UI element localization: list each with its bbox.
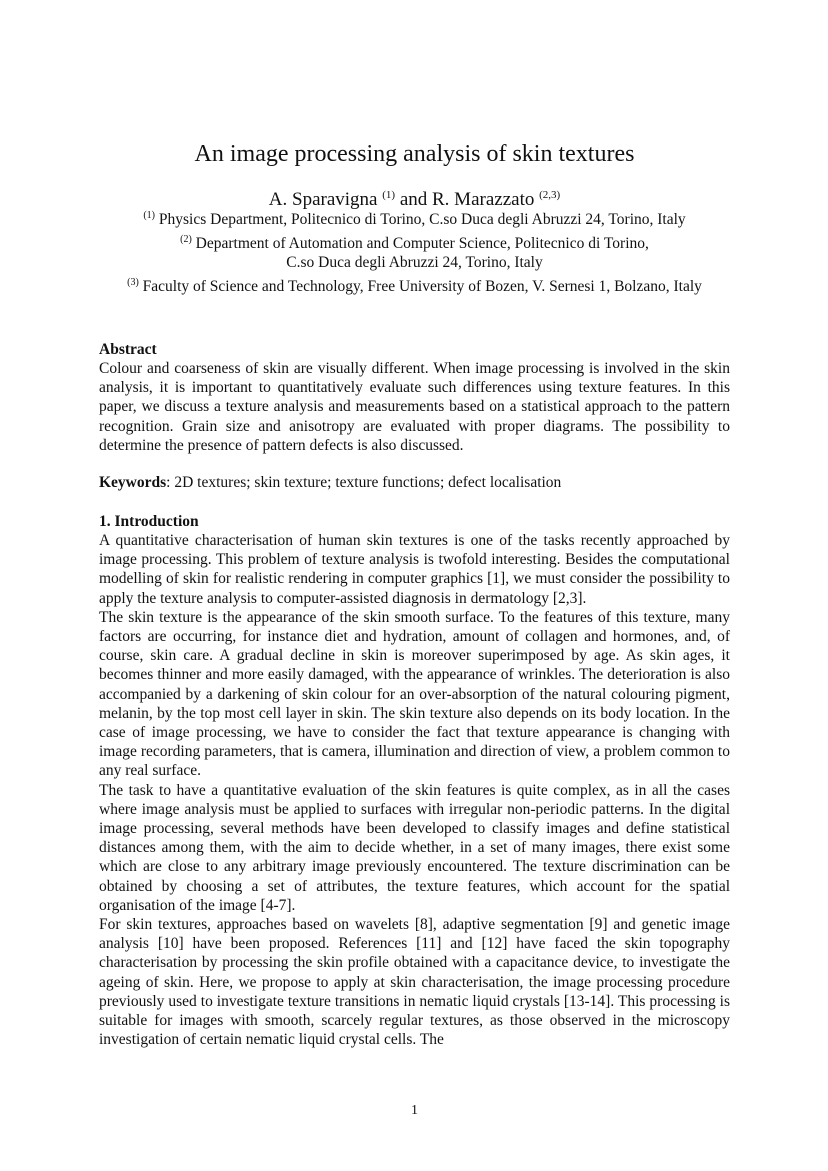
- section-heading-introduction: 1. Introduction: [99, 513, 199, 530]
- intro-paragraph-2: The skin texture is the appearance of the skin smooth surface. To the features of this texture, many factors are occurring, for instance diet and hydration, amount of collagen and hormones, and, of course, skin care. A gradual decline in skin is moreover superimposed by age. As skin ages, it becomes thinner and more easily damaged, with the appearance of wrinkles. The deterioration is also accompanied by a darkening of skin colour for an over-absorption of the natural colouring pigment, melanin, by the top most cell layer in skin. The skin texture also depends on its body location. In the case of image processing, we have to consider the fact that texture appearance is changing with image recording parameters, that is camera, illumination and direction of view, a problem common to any real surface.: [99, 608, 730, 780]
- introduction-body: [99, 531, 730, 1049]
- affiliation-1: [93, 206, 736, 230]
- page-number: 1: [411, 1103, 418, 1118]
- affiliation-text: Department of Automation and Computer Science, Politecnico di Torino,: [191, 234, 649, 252]
- affiliation-text: Faculty of Science and Technology, Free University of Bozen, V. Sernesi 1, Bolzano, Italy: [138, 277, 702, 295]
- author-1-affil-mark: (1): [382, 189, 396, 201]
- author-1: A. Sparavigna: [268, 189, 383, 210]
- abstract-heading: Abstract: [99, 341, 157, 358]
- keywords: [99, 473, 730, 492]
- affiliation-mark: (1): [143, 210, 156, 221]
- paper-title: An image processing analysis of skin textures: [194, 141, 635, 167]
- author-2: and R. Marazzato: [395, 189, 540, 210]
- intro-paragraph-3: The task to have a quantitative evaluation of the skin features is quite complex, as in all the cases where image analysis must be applied to surfaces with irregular non-periodic patterns. In the digital image processing, several methods have been developed to classify images and define statistical distances among them, with the aim to decide whether, in a set of many images, there exist some which are close to any arbitrary image previously encountered. The texture discrimination can be obtained by choosing a set of attributes, the texture features, which account for the spatial organisation of the image [4-7].: [99, 781, 730, 914]
- intro-paragraph-4: For skin textures, approaches based on wavelets [8], adaptive segmentation [9] and genetic image analysis [10] have been proposed. References [11] and [12] have faced the skin topography characterisation by processing the skin profile obtained with a capacitance device, to investigate the ageing of skin. Here, we propose to apply at skin characterisation, the image processing procedure previously used to investigate texture transitions in nematic liquid crystals [13-14]. This processing is suitable for images with smooth, scarcely regular textures, as those observed in the microscopy investigation of certain nematic liquid crystal cells. The: [99, 916, 730, 1049]
- abstract-text: Colour and coarseness of skin are visually different. When image processing is involved in the skin analysis, it is important to quantitatively evaluate such differences using texture features. In this paper, we discuss a texture analysis and measurements based on a statistical approach to the pattern recognition. Grain size and anisotropy are evaluated with proper diagrams. The possibility to determine the presence of pattern defects is also discussed.: [99, 360, 730, 454]
- affiliation-mark: (2): [180, 233, 192, 245]
- affiliation-2-cont: [93, 253, 736, 273]
- affiliation-text: Physics Department, Politecnico di Torino, C.so Duca degli Abruzzi 24, Torino, Italy: [155, 211, 686, 228]
- affiliation-3: [93, 273, 736, 297]
- affiliations: [93, 206, 736, 296]
- affiliation-2: [93, 230, 736, 254]
- keywords-text: : 2D textures; skin texture; texture functions; defect localisation: [166, 474, 562, 491]
- affiliation-mark: (3): [127, 276, 139, 288]
- affiliation-text: C.so Duca degli Abruzzi 24, Torino, Italy: [286, 254, 543, 271]
- intro-paragraph-1: A quantitative characterisation of human skin textures is one of the tasks recently approached by image processing. This problem of texture analysis is twofold interesting. Besides the computational modelling of skin for realistic rendering in computer graphics [1], we must consider the possibility to apply the texture analysis to computer-assisted diagnosis in dermatology [2,3].: [99, 532, 730, 607]
- keywords-label: Keywords: [99, 474, 167, 491]
- author-2-affil-mark: (2,3): [539, 189, 561, 201]
